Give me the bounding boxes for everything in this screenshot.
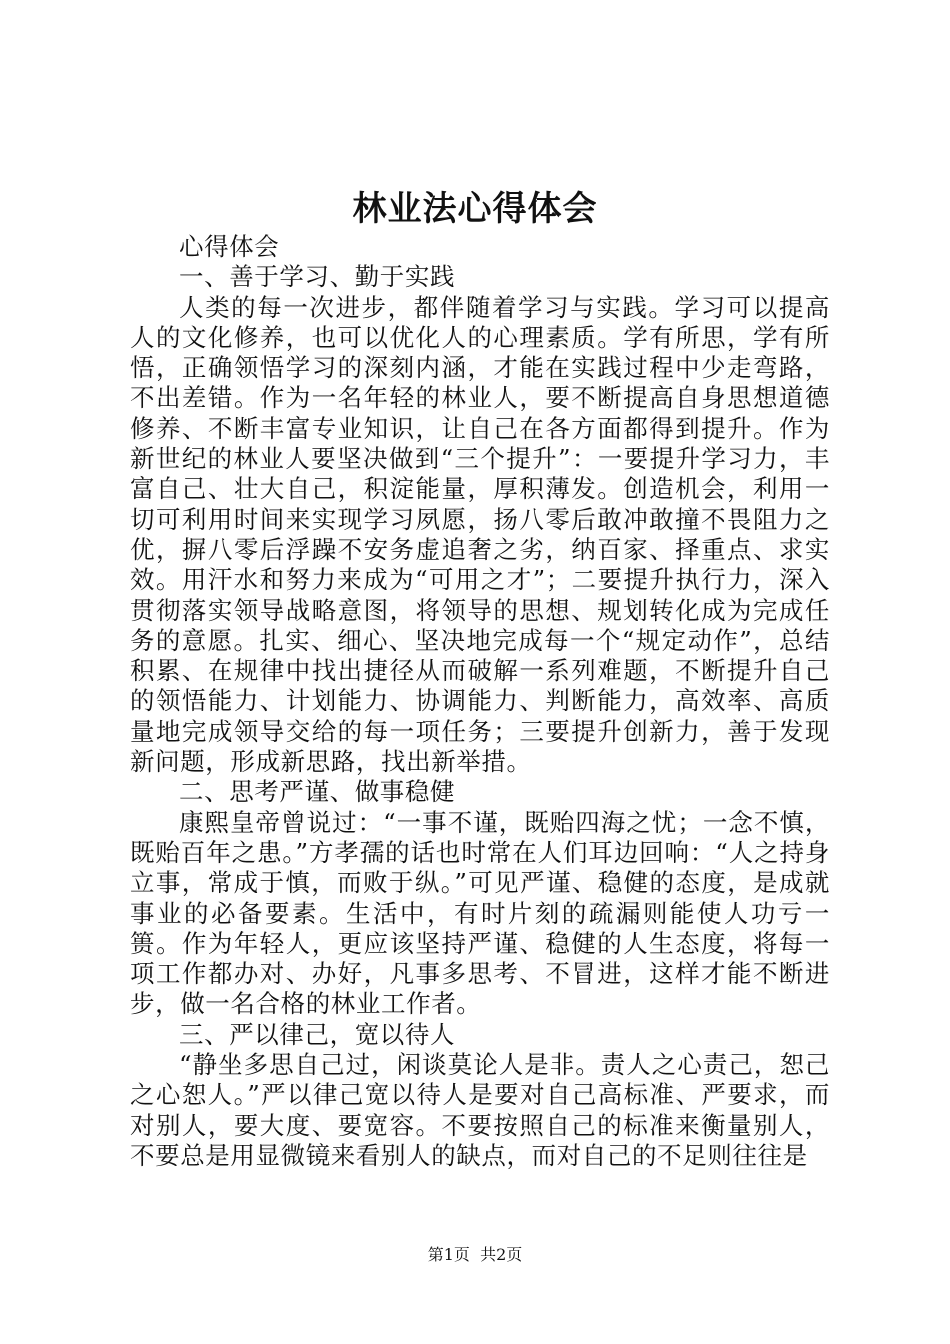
paragraph-1: 人类的每一次进步，都伴随着学习与实践。学习可以提高人的文化修养，也可以优化人的心理素质。学有所思，学有所悟，正确领悟学习的深刻内涵，才能在实践过程中少走弯路，不出差错。作为一名年轻的林业人，要不断提高自身思想道德修养、不断丰富专业知识，让自己在各方面都得到提升。作为新世纪的林业人要坚决做到“三个提升”：一要提升学习力，丰富自己、壮大自己，积淀能量，厚积薄发。创造机会，利用一切可利用时间来实现学习夙愿，扬八零后敢冲敢撞不畏阻力之优，摒八零后浮躁不安务虚追奢之劣，纳百家、择重点、求实效。用汗水和努力来成为“可用之才”；二要提升执行力，深入贯彻落实领导战略意图，将领导的思想、规划转化成为完成任务的意愿。扎实、细心、坚决地完成每一个“规定动作”，总结积累、在规律中找出捷径从而破解一系列难题，不断提升自己的领悟能力、计划能力、协调能力、判断能力，高效率、高质量地完成领导交给的每一项任务；三要提升创新力，善于发现新问题，形成新思路，找出新举措。 [130,292,830,777]
section-heading-1: 一、善于学习、勤于实践 [179,262,456,292]
page-number: 第1页 [427,1245,470,1264]
section-label: 心得体会 [179,232,280,261]
section-heading-2: 二、思考严谨、做事稳健 [179,777,456,807]
page-total: 共2页 [480,1245,523,1264]
section-heading-3: 三、严以律己，宽以待人 [179,1019,456,1049]
document-title: 林业法心得体会 [352,189,598,229]
paragraph-3: “静坐多思自己过，闲谈莫论人是非。责人之心责己，恕己之心恕人。”严以律己宽以待人是要对自己高标准、严要求，而对别人，要大度、要宽容。不要按照自己的标准来衡量别人，不要总是用显微镜来看别人的缺点，而对自己的不足则往往是 [130,1050,830,1170]
paragraph-2: 康熙皇帝曾说过：“一事不谨，既贻四海之忧；一念不慎，既贻百年之患。”方孝孺的话也时常在人们耳边回响：“人之持身立事，常成于慎，而败于纵。”可见严谨、稳健的态度，是成就事业的必备要素。生活中，有时片刻的疏漏则能使人功亏一篑。作为年轻人，更应该坚持严谨、稳健的人生态度，将每一项工作都办对、办好，凡事多思考、不冒进，这样才能不断进步，做一名合格的林业工作者。 [130,807,830,1019]
document-body [130,232,830,1171]
page-footer [0,1243,950,1267]
